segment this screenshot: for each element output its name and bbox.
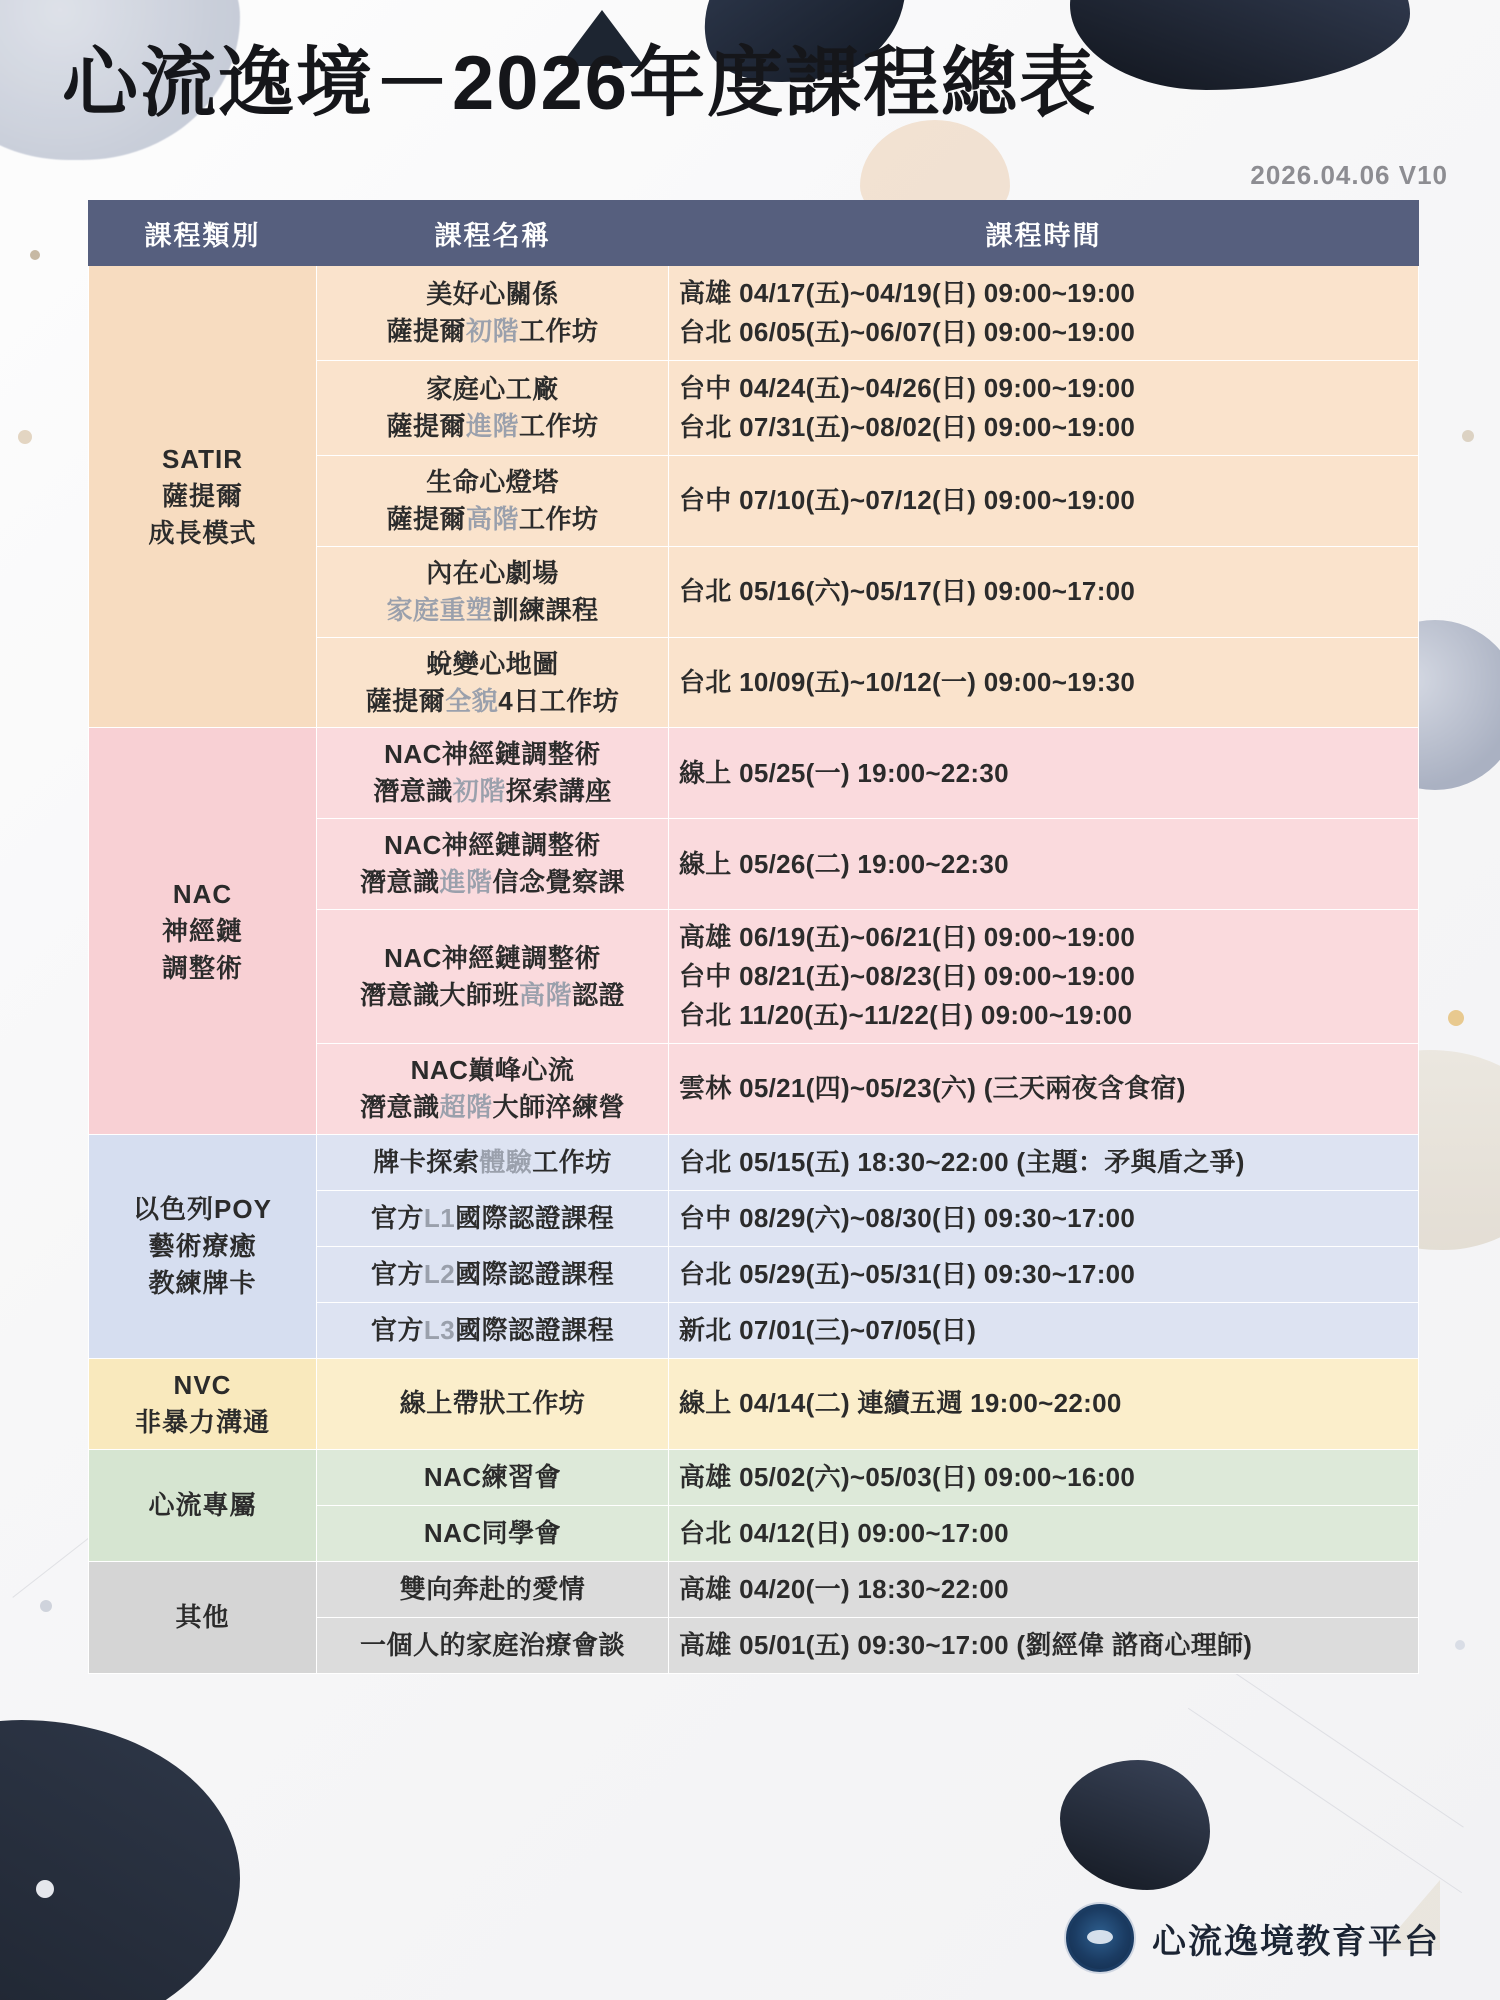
course-time-line: 台中 08/29(六)~08/30(日) 09:30~17:00 [679, 1202, 1136, 1233]
decorative-line [1188, 1708, 1462, 1893]
table-row [89, 1449, 1419, 1505]
course-name-text: 官方 [370, 1314, 424, 1345]
category-line: 教練牌卡 [148, 1267, 257, 1298]
course-time-cell [669, 1044, 1419, 1135]
category-line: NAC [172, 878, 233, 909]
course-time-cell [669, 1134, 1419, 1190]
course-time-line: 台北 04/12(日) 09:00~17:00 [679, 1517, 1009, 1548]
category-cell [89, 1358, 317, 1449]
course-time-cell [669, 1302, 1419, 1358]
course-time-line: 高雄 04/17(五)~04/19(日) 09:00~19:00 [679, 278, 1136, 308]
course-time-cell [669, 546, 1419, 637]
course-level-tag: 全貌 [445, 685, 499, 716]
course-name-text: 潛意識 [359, 867, 440, 898]
course-name-cell [317, 1449, 669, 1505]
decorative-line [1206, 1653, 1464, 1827]
course-name-cell [317, 266, 669, 361]
course-time-cell [669, 1246, 1419, 1302]
course-name-text: 官方 [370, 1258, 424, 1289]
course-time-line: 台北 05/16(六)~05/17(日) 09:00~17:00 [679, 576, 1136, 607]
table-row [89, 1561, 1419, 1617]
course-time-line: 台中 07/10(五)~07/12(日) 09:00~19:00 [679, 485, 1136, 516]
decorative-blob [0, 1720, 240, 2000]
course-time-cell [669, 1505, 1419, 1561]
course-time-line: 台北 06/05(五)~06/07(日) 09:00~19:00 [679, 317, 1136, 347]
course-level-tag: L2 [423, 1258, 456, 1289]
course-name-cell [317, 637, 669, 728]
course-name-text: NAC神經鏈調整術 [384, 739, 601, 770]
course-name-text: 國際認證課程 [455, 1258, 615, 1289]
category-line: 以色列POY [133, 1194, 272, 1225]
category-line: 非暴力溝通 [134, 1406, 270, 1437]
course-time-cell [669, 1358, 1419, 1449]
emblem-icon [1066, 1904, 1134, 1972]
course-time-line: 台北 05/29(五)~05/31(日) 09:30~17:00 [679, 1258, 1136, 1289]
column-header-category: 課程類別 [89, 201, 317, 266]
course-name-cell [317, 910, 669, 1044]
decorative-dot [1455, 1640, 1465, 1650]
schedule-table [88, 200, 1419, 1674]
course-name-text: 工作坊 [532, 1146, 612, 1177]
course-level-tag: 初階 [452, 776, 506, 807]
table-row [89, 1134, 1419, 1190]
course-time-line: 新北 07/01(三)~07/05(日) [679, 1314, 977, 1345]
course-name-text: 美好心關係 [426, 279, 559, 310]
footer-brand [1066, 1904, 1440, 1972]
table-row [89, 728, 1419, 819]
table-row [89, 1358, 1419, 1449]
course-name-text: NAC練習會 [423, 1461, 562, 1492]
course-name-text: 國際認證課程 [455, 1314, 615, 1345]
category-line: NVC [173, 1369, 232, 1400]
course-name-cell [317, 1561, 669, 1617]
course-time-line: 線上 04/14(二) 連續五週 19:00~22:00 [679, 1388, 1122, 1419]
course-name-cell [317, 819, 669, 910]
course-time-line: 線上 05/26(二) 19:00~22:30 [679, 848, 1009, 879]
course-name-text: 薩提爾 [386, 316, 466, 346]
course-name-text: NAC神經鏈調整術 [384, 942, 601, 973]
column-header-course-time: 課程時間 [669, 201, 1419, 266]
category-cell [89, 1134, 317, 1358]
course-time-line: 台北 10/09(五)~10/12(一) 09:00~19:30 [679, 667, 1136, 698]
course-level-tag: 進階 [439, 867, 493, 898]
course-level-tag: 體驗 [479, 1146, 533, 1177]
course-time-cell [669, 266, 1419, 361]
category-cell [89, 266, 317, 728]
schedule-table-container [88, 200, 1418, 1674]
course-time-line: 台中 08/21(五)~08/23(日) 09:00~19:00 [679, 961, 1136, 992]
course-name-text: 4日工作坊 [498, 685, 620, 716]
course-level-tag: 初階 [465, 316, 519, 346]
course-level-tag: 高階 [518, 979, 572, 1010]
course-time-line: 高雄 05/02(六)~05/03(日) 09:00~16:00 [679, 1461, 1136, 1492]
decorative-dot [40, 1600, 52, 1612]
course-name-text: 雙向奔赴的愛情 [399, 1573, 586, 1604]
course-name-text: 工作坊 [519, 411, 599, 441]
course-name-text: 薩提爾 [386, 411, 466, 441]
course-time-cell [669, 819, 1419, 910]
course-name-text: 潛意識大師班 [359, 979, 519, 1010]
category-line: 調整術 [161, 952, 243, 983]
column-header-course-name: 課程名稱 [317, 201, 669, 266]
course-time-line: 雲林 05/21(四)~05/23(六) (三天兩夜含食宿) [679, 1073, 1186, 1104]
category-cell [89, 728, 317, 1134]
course-time-line: 高雄 04/20(一) 18:30~22:00 [679, 1573, 1009, 1604]
course-name-cell [317, 546, 669, 637]
course-name-text: 國際認證課程 [455, 1202, 615, 1233]
course-name-cell [317, 1044, 669, 1135]
course-name-text: 內在心劇場 [426, 557, 559, 588]
category-cell [89, 1561, 317, 1673]
course-name-text: NAC同學會 [423, 1517, 562, 1548]
category-line: 心流專屬 [148, 1489, 257, 1520]
course-level-tag: 進階 [465, 411, 519, 441]
course-time-cell [669, 1561, 1419, 1617]
course-name-text: 大師淬練營 [492, 1091, 626, 1122]
course-name-text: 薩提爾 [386, 503, 466, 534]
page-title: 心流逸境－2026年度課程總表 [62, 41, 1098, 126]
course-name-text: 線上帶狀工作坊 [399, 1388, 586, 1419]
course-level-tag: 超階 [439, 1091, 493, 1122]
decorative-dot [36, 1880, 54, 1898]
course-name-text: 探索講座 [505, 776, 612, 807]
course-name-cell [317, 1246, 669, 1302]
course-name-text: 一個人的家庭治療會談 [359, 1629, 625, 1660]
course-name-text: 認證 [572, 979, 626, 1010]
course-level-tag: 高階 [465, 503, 519, 534]
course-name-text: 家庭心工廠 [426, 374, 559, 405]
course-time-line: 台北 11/20(五)~11/22(日) 09:00~19:00 [679, 1000, 1133, 1031]
course-level-tag: L1 [423, 1202, 456, 1233]
course-name-text: 工作坊 [519, 316, 599, 346]
course-name-cell [317, 361, 669, 456]
decorative-blob [1060, 1760, 1210, 1890]
course-time-cell [669, 637, 1419, 728]
course-time-cell [669, 1617, 1419, 1673]
course-name-text: 生命心燈塔 [426, 467, 559, 497]
table-header-row [89, 201, 1419, 266]
category-line: 藝術療癒 [148, 1230, 257, 1261]
course-name-cell [317, 1617, 669, 1673]
course-time-line: 線上 05/25(一) 19:00~22:30 [679, 757, 1009, 788]
course-name-text: 潛意識 [373, 776, 453, 807]
course-name-text: 訓練課程 [492, 594, 599, 625]
category-line: 成長模式 [148, 518, 257, 549]
course-time-cell [669, 1190, 1419, 1246]
course-name-text: 牌卡探索 [373, 1146, 480, 1177]
course-level-tag: 家庭重塑 [386, 594, 493, 625]
course-time-cell [669, 361, 1419, 456]
category-line: 神經鏈 [161, 915, 243, 946]
course-name-cell [317, 728, 669, 819]
course-time-line: 高雄 06/19(五)~06/21(日) 09:00~19:00 [679, 922, 1136, 953]
course-name-text: 官方 [370, 1202, 424, 1233]
category-line: SATIR [161, 444, 244, 475]
course-name-cell [317, 1302, 669, 1358]
course-name-cell [317, 1190, 669, 1246]
course-name-text: NAC神經鏈調整術 [384, 830, 601, 861]
course-name-text: 潛意識 [359, 1091, 440, 1122]
course-time-line: 高雄 05/01(五) 09:30~17:00 (劉經偉 諮商心理師) [679, 1629, 1253, 1660]
course-time-cell [669, 456, 1419, 547]
course-name-text: 薩提爾 [365, 685, 446, 716]
page-header [0, 0, 1500, 200]
course-time-cell [669, 910, 1419, 1044]
decorative-dot [1448, 1010, 1464, 1026]
decorative-dot [1462, 430, 1474, 442]
course-time-cell [669, 728, 1419, 819]
course-name-text: 工作坊 [519, 503, 599, 534]
course-time-line: 台中 04/24(五)~04/26(日) 09:00~19:00 [679, 373, 1136, 403]
course-time-line: 台北 07/31(五)~08/02(日) 09:00~19:00 [679, 412, 1136, 442]
course-name-cell [317, 1358, 669, 1449]
brand-name: 心流逸境教育平台 [1152, 1922, 1440, 1961]
course-time-cell [669, 1449, 1419, 1505]
category-line: 薩提爾 [161, 481, 243, 512]
category-cell [89, 1449, 317, 1561]
decorative-dot [18, 430, 32, 444]
course-name-text: 蛻變心地圖 [426, 648, 559, 679]
course-name-text: NAC巔峰心流 [410, 1055, 575, 1086]
decorative-dot [30, 250, 40, 260]
table-body [89, 266, 1419, 1674]
course-time-line: 台北 05/15(五) 18:30~22:00 (主題：矛與盾之爭) [679, 1146, 1245, 1177]
course-name-cell [317, 1505, 669, 1561]
course-name-cell [317, 1134, 669, 1190]
course-name-text: 信念覺察課 [492, 867, 626, 898]
course-level-tag: L3 [423, 1314, 456, 1345]
table-row [89, 266, 1419, 361]
course-name-cell [317, 456, 669, 547]
version-label: 2026.04.06 V10 [1250, 160, 1448, 190]
category-line: 其他 [175, 1601, 230, 1632]
